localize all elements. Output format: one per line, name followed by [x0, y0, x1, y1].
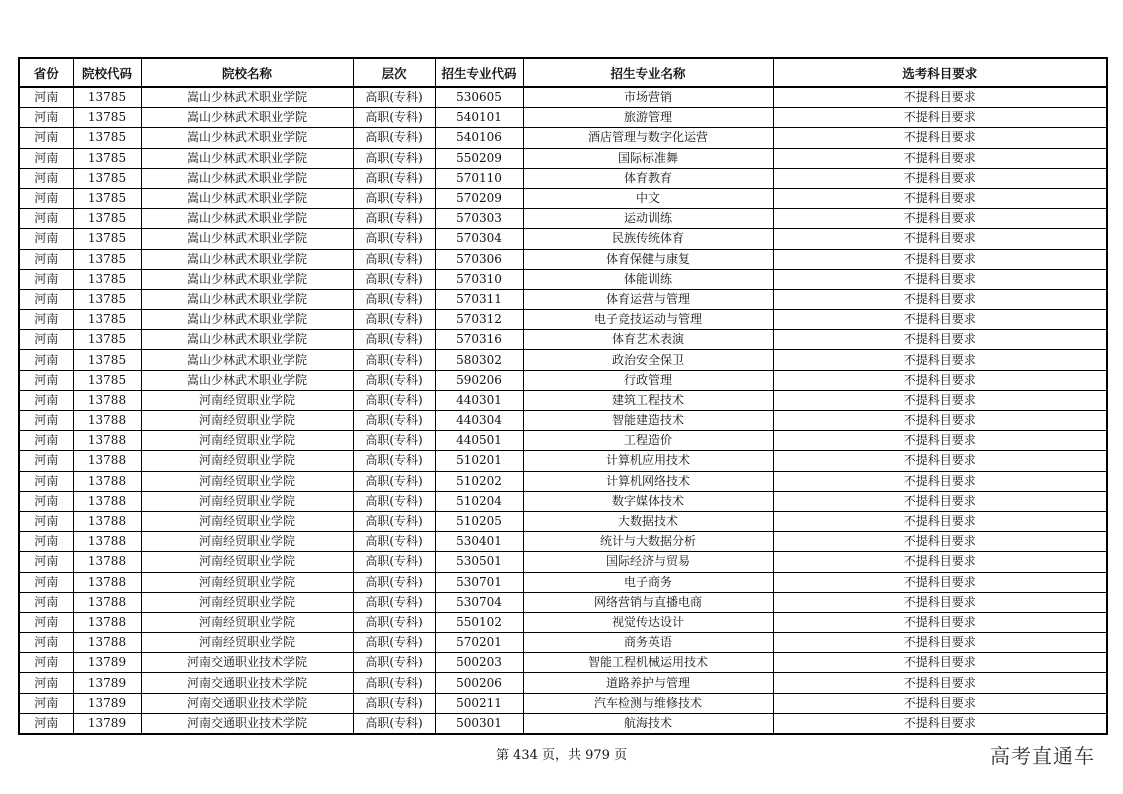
level-cell: 高职(专科)	[353, 209, 435, 229]
table-header-row	[19, 58, 1107, 87]
school-name-cell: 河南经贸职业学院	[141, 511, 353, 531]
table-row	[19, 310, 1107, 330]
school-name-cell: 河南经贸职业学院	[141, 633, 353, 653]
table-row	[19, 148, 1107, 168]
school-name-cell: 嵩山少林武术职业学院	[141, 330, 353, 350]
province-cell: 河南	[19, 269, 73, 289]
major-code-cell: 510202	[435, 471, 523, 491]
subject-requirement-cell: 不提科目要求	[773, 511, 1107, 531]
school-code-cell: 13785	[73, 188, 141, 208]
admissions-table-container	[18, 57, 1106, 735]
major-name-cell: 道路养护与管理	[523, 673, 773, 693]
school-name-cell: 河南交通职业技术学院	[141, 693, 353, 713]
watermark-logo-text: 高考直通车	[990, 744, 1095, 768]
header-school-code: 院校代码	[73, 58, 141, 87]
school-code-cell: 13785	[73, 350, 141, 370]
subject-requirement-cell: 不提科目要求	[773, 87, 1107, 108]
school-code-cell: 13788	[73, 511, 141, 531]
school-name-cell: 河南经贸职业学院	[141, 451, 353, 471]
major-name-cell: 智能工程机械运用技术	[523, 653, 773, 673]
major-code-cell: 580302	[435, 350, 523, 370]
major-name-cell: 工程造价	[523, 431, 773, 451]
table-row	[19, 370, 1107, 390]
school-name-cell: 河南经贸职业学院	[141, 491, 353, 511]
subject-requirement-cell: 不提科目要求	[773, 370, 1107, 390]
school-code-cell: 13788	[73, 411, 141, 431]
level-cell: 高职(专科)	[353, 310, 435, 330]
school-name-cell: 河南经贸职业学院	[141, 532, 353, 552]
school-code-cell: 13785	[73, 289, 141, 309]
school-name-cell: 嵩山少林武术职业学院	[141, 209, 353, 229]
school-name-cell: 嵩山少林武术职业学院	[141, 269, 353, 289]
table-row	[19, 87, 1107, 108]
school-code-cell: 13788	[73, 532, 141, 552]
major-code-cell: 570306	[435, 249, 523, 269]
major-code-cell: 530605	[435, 87, 523, 108]
major-code-cell: 550102	[435, 612, 523, 632]
subject-requirement-cell: 不提科目要求	[773, 471, 1107, 491]
province-cell: 河南	[19, 128, 73, 148]
header-province: 省份	[19, 58, 73, 87]
province-cell: 河南	[19, 330, 73, 350]
level-cell: 高职(专科)	[353, 390, 435, 410]
subject-requirement-cell: 不提科目要求	[773, 431, 1107, 451]
school-code-cell: 13785	[73, 209, 141, 229]
major-name-cell: 中文	[523, 188, 773, 208]
table-row	[19, 673, 1107, 693]
table-row	[19, 209, 1107, 229]
level-cell: 高职(专科)	[353, 350, 435, 370]
level-cell: 高职(专科)	[353, 188, 435, 208]
subject-requirement-cell: 不提科目要求	[773, 451, 1107, 471]
level-cell: 高职(专科)	[353, 511, 435, 531]
major-name-cell: 计算机网络技术	[523, 471, 773, 491]
level-cell: 高职(专科)	[353, 532, 435, 552]
school-code-cell: 13785	[73, 108, 141, 128]
major-name-cell: 商务英语	[523, 633, 773, 653]
school-name-cell: 嵩山少林武术职业学院	[141, 168, 353, 188]
province-cell: 河南	[19, 532, 73, 552]
major-code-cell: 570311	[435, 289, 523, 309]
subject-requirement-cell: 不提科目要求	[773, 693, 1107, 713]
school-code-cell: 13785	[73, 87, 141, 108]
major-code-cell: 500203	[435, 653, 523, 673]
school-code-cell: 13788	[73, 592, 141, 612]
level-cell: 高职(专科)	[353, 572, 435, 592]
school-code-cell: 13785	[73, 249, 141, 269]
header-subject-requirement: 选考科目要求	[773, 58, 1107, 87]
table-row	[19, 289, 1107, 309]
subject-requirement-cell: 不提科目要求	[773, 188, 1107, 208]
major-code-cell: 540106	[435, 128, 523, 148]
subject-requirement-cell: 不提科目要求	[773, 592, 1107, 612]
school-code-cell: 13788	[73, 572, 141, 592]
province-cell: 河南	[19, 108, 73, 128]
major-code-cell: 570201	[435, 633, 523, 653]
school-name-cell: 河南经贸职业学院	[141, 572, 353, 592]
subject-requirement-cell: 不提科目要求	[773, 289, 1107, 309]
school-code-cell: 13785	[73, 269, 141, 289]
school-code-cell: 13785	[73, 370, 141, 390]
major-code-cell: 530401	[435, 532, 523, 552]
school-name-cell: 嵩山少林武术职业学院	[141, 249, 353, 269]
major-code-cell: 570304	[435, 229, 523, 249]
table-body	[19, 87, 1107, 734]
subject-requirement-cell: 不提科目要求	[773, 713, 1107, 734]
major-code-cell: 500206	[435, 673, 523, 693]
level-cell: 高职(专科)	[353, 592, 435, 612]
subject-requirement-cell: 不提科目要求	[773, 491, 1107, 511]
province-cell: 河南	[19, 673, 73, 693]
school-name-cell: 嵩山少林武术职业学院	[141, 229, 353, 249]
school-name-cell: 河南经贸职业学院	[141, 552, 353, 572]
major-name-cell: 航海技术	[523, 713, 773, 734]
school-name-cell: 嵩山少林武术职业学院	[141, 128, 353, 148]
major-name-cell: 旅游管理	[523, 108, 773, 128]
subject-requirement-cell: 不提科目要求	[773, 411, 1107, 431]
level-cell: 高职(专科)	[353, 249, 435, 269]
major-name-cell: 体能训练	[523, 269, 773, 289]
major-code-cell: 440501	[435, 431, 523, 451]
school-name-cell: 嵩山少林武术职业学院	[141, 350, 353, 370]
province-cell: 河南	[19, 471, 73, 491]
level-cell: 高职(专科)	[353, 229, 435, 249]
school-code-cell: 13785	[73, 229, 141, 249]
province-cell: 河南	[19, 431, 73, 451]
header-school-name: 院校名称	[141, 58, 353, 87]
table-row	[19, 693, 1107, 713]
school-code-cell: 13789	[73, 693, 141, 713]
province-cell: 河南	[19, 148, 73, 168]
province-cell: 河南	[19, 572, 73, 592]
level-cell: 高职(专科)	[353, 431, 435, 451]
major-code-cell: 530501	[435, 552, 523, 572]
province-cell: 河南	[19, 249, 73, 269]
level-cell: 高职(专科)	[353, 673, 435, 693]
major-code-cell: 510201	[435, 451, 523, 471]
school-name-cell: 河南经贸职业学院	[141, 390, 353, 410]
province-cell: 河南	[19, 451, 73, 471]
major-code-cell: 440304	[435, 411, 523, 431]
level-cell: 高职(专科)	[353, 108, 435, 128]
school-name-cell: 嵩山少林武术职业学院	[141, 87, 353, 108]
subject-requirement-cell: 不提科目要求	[773, 612, 1107, 632]
table-row	[19, 168, 1107, 188]
table-row	[19, 229, 1107, 249]
province-cell: 河南	[19, 289, 73, 309]
subject-requirement-cell: 不提科目要求	[773, 168, 1107, 188]
school-code-cell: 13785	[73, 128, 141, 148]
major-name-cell: 行政管理	[523, 370, 773, 390]
level-cell: 高职(专科)	[353, 713, 435, 734]
table-row	[19, 511, 1107, 531]
table-row	[19, 491, 1107, 511]
header-level: 层次	[353, 58, 435, 87]
admissions-table	[18, 57, 1108, 735]
table-row	[19, 633, 1107, 653]
province-cell: 河南	[19, 552, 73, 572]
major-name-cell: 国际经济与贸易	[523, 552, 773, 572]
province-cell: 河南	[19, 693, 73, 713]
major-name-cell: 汽车检测与维修技术	[523, 693, 773, 713]
major-name-cell: 计算机应用技术	[523, 451, 773, 471]
school-code-cell: 13788	[73, 552, 141, 572]
school-name-cell: 河南交通职业技术学院	[141, 653, 353, 673]
table-row	[19, 128, 1107, 148]
level-cell: 高职(专科)	[353, 128, 435, 148]
province-cell: 河南	[19, 168, 73, 188]
table-row	[19, 713, 1107, 734]
province-cell: 河南	[19, 491, 73, 511]
school-code-cell: 13789	[73, 713, 141, 734]
subject-requirement-cell: 不提科目要求	[773, 108, 1107, 128]
subject-requirement-cell: 不提科目要求	[773, 653, 1107, 673]
level-cell: 高职(专科)	[353, 491, 435, 511]
school-name-cell: 嵩山少林武术职业学院	[141, 289, 353, 309]
level-cell: 高职(专科)	[353, 87, 435, 108]
school-code-cell: 13788	[73, 612, 141, 632]
table-row	[19, 653, 1107, 673]
major-code-cell: 500301	[435, 713, 523, 734]
major-code-cell: 570316	[435, 330, 523, 350]
level-cell: 高职(专科)	[353, 471, 435, 491]
province-cell: 河南	[19, 188, 73, 208]
major-code-cell: 570312	[435, 310, 523, 330]
subject-requirement-cell: 不提科目要求	[773, 330, 1107, 350]
major-code-cell: 540101	[435, 108, 523, 128]
school-code-cell: 13785	[73, 310, 141, 330]
table-row	[19, 572, 1107, 592]
school-name-cell: 河南经贸职业学院	[141, 431, 353, 451]
school-name-cell: 嵩山少林武术职业学院	[141, 188, 353, 208]
major-name-cell: 智能建造技术	[523, 411, 773, 431]
major-code-cell: 550209	[435, 148, 523, 168]
school-code-cell: 13789	[73, 653, 141, 673]
province-cell: 河南	[19, 350, 73, 370]
major-name-cell: 国际标准舞	[523, 148, 773, 168]
subject-requirement-cell: 不提科目要求	[773, 310, 1107, 330]
major-name-cell: 体育艺术表演	[523, 330, 773, 350]
school-name-cell: 河南交通职业技术学院	[141, 673, 353, 693]
table-row	[19, 330, 1107, 350]
major-code-cell: 570110	[435, 168, 523, 188]
level-cell: 高职(专科)	[353, 370, 435, 390]
major-name-cell: 体育运营与管理	[523, 289, 773, 309]
school-name-cell: 河南经贸职业学院	[141, 592, 353, 612]
major-name-cell: 民族传统体育	[523, 229, 773, 249]
subject-requirement-cell: 不提科目要求	[773, 673, 1107, 693]
table-row	[19, 188, 1107, 208]
province-cell: 河南	[19, 310, 73, 330]
school-name-cell: 河南经贸职业学院	[141, 411, 353, 431]
level-cell: 高职(专科)	[353, 693, 435, 713]
major-name-cell: 市场营销	[523, 87, 773, 108]
major-code-cell: 570209	[435, 188, 523, 208]
province-cell: 河南	[19, 633, 73, 653]
subject-requirement-cell: 不提科目要求	[773, 350, 1107, 370]
level-cell: 高职(专科)	[353, 552, 435, 572]
school-code-cell: 13785	[73, 148, 141, 168]
table-row	[19, 552, 1107, 572]
table-row	[19, 592, 1107, 612]
province-cell: 河南	[19, 653, 73, 673]
table-row	[19, 532, 1107, 552]
province-cell: 河南	[19, 370, 73, 390]
table-row	[19, 612, 1107, 632]
major-code-cell: 530704	[435, 592, 523, 612]
school-name-cell: 嵩山少林武术职业学院	[141, 108, 353, 128]
major-name-cell: 运动训练	[523, 209, 773, 229]
major-code-cell: 570310	[435, 269, 523, 289]
school-code-cell: 13788	[73, 471, 141, 491]
school-code-cell: 13789	[73, 673, 141, 693]
major-name-cell: 酒店管理与数字化运营	[523, 128, 773, 148]
major-name-cell: 大数据技术	[523, 511, 773, 531]
table-row	[19, 390, 1107, 410]
province-cell: 河南	[19, 87, 73, 108]
province-cell: 河南	[19, 592, 73, 612]
subject-requirement-cell: 不提科目要求	[773, 269, 1107, 289]
school-name-cell: 河南经贸职业学院	[141, 471, 353, 491]
province-cell: 河南	[19, 411, 73, 431]
table-row	[19, 350, 1107, 370]
level-cell: 高职(专科)	[353, 148, 435, 168]
major-name-cell: 数字媒体技术	[523, 491, 773, 511]
major-name-cell: 体育保健与康复	[523, 249, 773, 269]
major-code-cell: 510204	[435, 491, 523, 511]
school-code-cell: 13788	[73, 431, 141, 451]
level-cell: 高职(专科)	[353, 168, 435, 188]
subject-requirement-cell: 不提科目要求	[773, 572, 1107, 592]
table-row	[19, 108, 1107, 128]
school-name-cell: 嵩山少林武术职业学院	[141, 310, 353, 330]
table-row	[19, 269, 1107, 289]
major-code-cell: 440301	[435, 390, 523, 410]
level-cell: 高职(专科)	[353, 633, 435, 653]
level-cell: 高职(专科)	[353, 289, 435, 309]
level-cell: 高职(专科)	[353, 451, 435, 471]
school-code-cell: 13788	[73, 390, 141, 410]
level-cell: 高职(专科)	[353, 269, 435, 289]
school-name-cell: 河南经贸职业学院	[141, 612, 353, 632]
major-code-cell: 500211	[435, 693, 523, 713]
major-name-cell: 政治安全保卫	[523, 350, 773, 370]
major-name-cell: 网络营销与直播电商	[523, 592, 773, 612]
level-cell: 高职(专科)	[353, 653, 435, 673]
school-name-cell: 嵩山少林武术职业学院	[141, 148, 353, 168]
page-number: 第 434 页，共 979 页	[495, 748, 628, 763]
major-code-cell: 570303	[435, 209, 523, 229]
table-row	[19, 249, 1107, 269]
subject-requirement-cell: 不提科目要求	[773, 633, 1107, 653]
subject-requirement-cell: 不提科目要求	[773, 552, 1107, 572]
subject-requirement-cell: 不提科目要求	[773, 148, 1107, 168]
province-cell: 河南	[19, 511, 73, 531]
province-cell: 河南	[19, 713, 73, 734]
table-row	[19, 431, 1107, 451]
major-name-cell: 体育教育	[523, 168, 773, 188]
table-row	[19, 471, 1107, 491]
major-name-cell: 视觉传达设计	[523, 612, 773, 632]
school-code-cell: 13788	[73, 633, 141, 653]
header-major-code: 招生专业代码	[435, 58, 523, 87]
table-row	[19, 411, 1107, 431]
school-code-cell: 13785	[73, 168, 141, 188]
subject-requirement-cell: 不提科目要求	[773, 128, 1107, 148]
school-name-cell: 嵩山少林武术职业学院	[141, 370, 353, 390]
subject-requirement-cell: 不提科目要求	[773, 209, 1107, 229]
major-code-cell: 510205	[435, 511, 523, 531]
table-row	[19, 451, 1107, 471]
subject-requirement-cell: 不提科目要求	[773, 390, 1107, 410]
major-name-cell: 统计与大数据分析	[523, 532, 773, 552]
major-name-cell: 电子商务	[523, 572, 773, 592]
level-cell: 高职(专科)	[353, 330, 435, 350]
major-name-cell: 电子竞技运动与管理	[523, 310, 773, 330]
province-cell: 河南	[19, 229, 73, 249]
major-code-cell: 530701	[435, 572, 523, 592]
province-cell: 河南	[19, 612, 73, 632]
major-code-cell: 590206	[435, 370, 523, 390]
subject-requirement-cell: 不提科目要求	[773, 229, 1107, 249]
level-cell: 高职(专科)	[353, 612, 435, 632]
major-name-cell: 建筑工程技术	[523, 390, 773, 410]
school-code-cell: 13788	[73, 491, 141, 511]
school-code-cell: 13785	[73, 330, 141, 350]
province-cell: 河南	[19, 390, 73, 410]
level-cell: 高职(专科)	[353, 411, 435, 431]
subject-requirement-cell: 不提科目要求	[773, 249, 1107, 269]
header-major-name: 招生专业名称	[523, 58, 773, 87]
province-cell: 河南	[19, 209, 73, 229]
subject-requirement-cell: 不提科目要求	[773, 532, 1107, 552]
school-code-cell: 13788	[73, 451, 141, 471]
school-name-cell: 河南交通职业技术学院	[141, 713, 353, 734]
